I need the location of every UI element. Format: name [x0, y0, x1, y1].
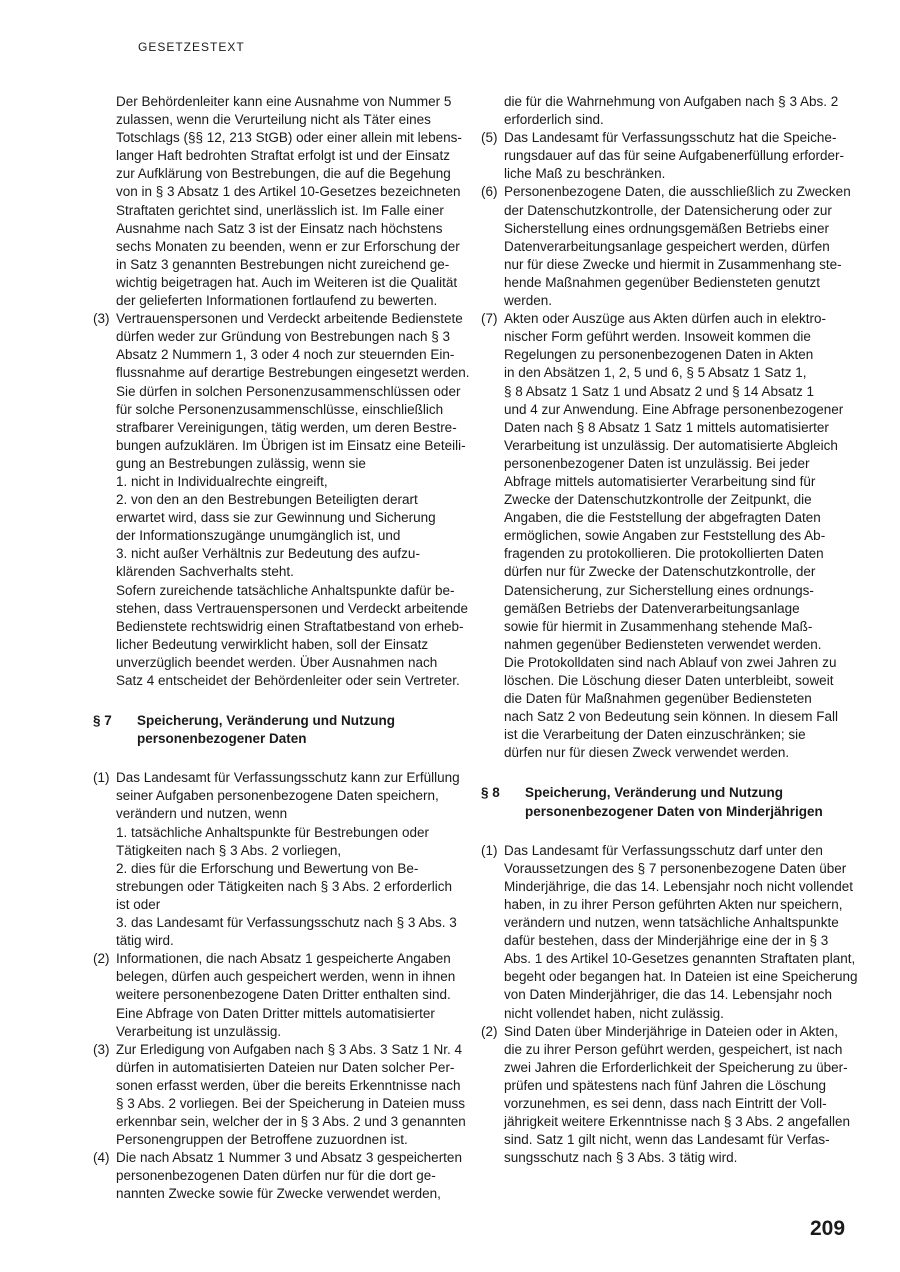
text-line: belegen, dürfen auch gespeichert werden, wenn in ihnen — [116, 969, 456, 985]
text-line: sechs Monaten zu beenden, wenn er zur Erforschung der — [116, 238, 460, 254]
text-line: licher Bedeutung verwirklicht haben, soll der Einsatz — [116, 636, 429, 652]
text-line: Datensicherung, zur Sicherstellung eines ordnungs- — [504, 582, 814, 598]
s7-paragraph-1 — [93, 769, 463, 950]
text-line: ermöglichen, sowie Angaben zur Feststellung des Ab- — [504, 528, 826, 544]
text-line: der Datenschutzkontrolle, der Datensicherung oder zur — [504, 202, 832, 218]
text-line: flussnahme auf derartige Bestrebungen eingesetzt werden. — [116, 365, 470, 381]
text-line: Bedienstete rechtswidrig einen Straftatbestand von erheb- — [116, 618, 464, 634]
text-line: begeht oder begangen hat. In Dateien ist eine Speicherung — [504, 969, 858, 985]
heading-line: § 8 Speicherung, Veränderung und Nutzung — [481, 784, 853, 802]
text-line: (2) Sind Daten über Minderjährige in Dateien oder in Akten, — [481, 1023, 853, 1041]
section-8-heading — [481, 784, 853, 820]
text-line: (4) Die nach Absatz 1 Nummer 3 und Absatz 3 gespeicherten — [93, 1149, 463, 1167]
text-line: dürfen nur für diesen Zweck verwendet werden. — [504, 745, 790, 761]
text-line: § 8 Absatz 1 Satz 1 und Absatz 2 und § 14 Absatz 1 — [504, 383, 814, 399]
text-line: die für die Wahrnehmung von Aufgaben nach § 3 Abs. 2 — [504, 94, 839, 109]
text-line: die Daten für Maßnahmen gegenüber Bediensteten — [504, 691, 812, 707]
text-line: (6) Personenbezogene Daten, die ausschließlich zu Zwecken — [481, 183, 853, 201]
text-line: jährigkeit weitere Erkenntnisse nach § 3 Abs. 2 angefallen — [504, 1114, 850, 1130]
text-line: (3) Vertrauenspersonen und Verdeckt arbeitende Bedienstete — [93, 310, 463, 328]
running-header: GESETZESTEXT — [138, 40, 245, 54]
text-line: dürfen weder zur Gründung von Bestrebungen nach § 3 — [116, 329, 450, 345]
heading-line: § 7 Speicherung, Veränderung und Nutzung — [93, 712, 463, 730]
text-line: haben, in zu ihrer Person geführten Akten nur speichern, — [504, 896, 843, 912]
text-line: gemäßen Betriebs der Datenverarbeitungsanlage — [504, 600, 800, 616]
text-line: personenbezogenen Daten dürfen nur für die dort ge- — [116, 1168, 436, 1184]
text-line: die zu ihrer Person geführt werden, gespeichert, ist nach — [504, 1041, 843, 1057]
text-line: 1. nicht in Individualrechte eingreift, — [116, 473, 328, 489]
text-line: ist oder — [116, 896, 161, 912]
text-line: für solche Personenzusammenschlüsse, einschließlich — [116, 401, 444, 417]
text-line: von Daten Minderjähriger, die das 14. Lebensjahr noch — [504, 987, 832, 1003]
text-line: Verarbeitung ist unzulässig. Der automatisierte Abgleich — [504, 437, 838, 453]
page-number: 209 — [810, 1217, 846, 1240]
right-column — [481, 93, 858, 1167]
text-line: Absatz 2 Nummern 1, 3 oder 4 noch zur steuernden Ein- — [116, 347, 455, 363]
text-line: verändern und nutzen, wenn — [116, 806, 288, 822]
text-line: 2. dies für die Erforschung und Bewertung von Be- — [116, 860, 419, 876]
text-line: Der Behördenleiter kann eine Ausnahme von Nummer 5 — [116, 94, 452, 109]
paragraph-continuation — [93, 93, 463, 310]
text-line: Zwecke der Datenschutzkontrolle der Zeitpunkt, die — [504, 492, 812, 508]
text-line: erkennbar sein, welcher der in § 3 Abs. 2 und 3 genannten — [116, 1114, 466, 1130]
text-line: hende Maßnahmen gegenüber Bediensteten genutzt — [504, 274, 820, 290]
heading-line: personenbezogener Daten von Minderjährigen — [525, 803, 823, 819]
text-line: Totschlags (§§ 12, 213 StGB) oder einer allein mit lebens- — [116, 130, 462, 146]
text-line: Voraussetzungen des § 7 personenbezogene Daten über — [504, 860, 847, 876]
s7-paragraph-3 — [93, 1041, 466, 1150]
text-line: Sofern zureichende tatsächliche Anhaltspunkte dafür be- — [116, 582, 455, 598]
text-line: Daten nach § 8 Absatz 1 Satz 1 mittels automatisierter — [504, 419, 829, 435]
text-line: sowie für hiermit in Zusammenhang stehende Maß- — [504, 618, 813, 634]
text-line: Die Protokolldaten sind nach Ablauf von zwei Jahren zu — [504, 654, 837, 670]
text-line: tätig wird. — [116, 933, 174, 949]
text-line: (7) Akten oder Auszüge aus Akten dürfen auch in elektro- — [481, 310, 853, 328]
text-line: (2) Informationen, die nach Absatz 1 gespeicherte Angaben — [93, 950, 463, 968]
text-line: erwartet wird, dass sie zur Gewinnung und Sicherung — [116, 510, 436, 526]
text-line: zur Aufklärung von Bestrebungen, die auf die Begehung — [116, 166, 451, 182]
text-line: 2. von den an den Bestrebungen Beteiligten derart — [116, 492, 418, 508]
paragraph-number: (3) — [93, 311, 110, 327]
text-line: zwei Jahren die Erforderlichkeit der Speicherung zu über- — [504, 1059, 848, 1075]
text-line: (5) Das Landesamt für Verfassungsschutz hat die Speiche- — [481, 129, 853, 147]
text-line: zulassen, wenn die Verurteilung nicht als Täter eines — [116, 112, 431, 128]
text-line: der gelieferten Informationen fortlaufend zu bewerten. — [116, 293, 438, 309]
text-line: 1. tatsächliche Anhaltspunkte für Bestrebungen oder — [116, 824, 429, 840]
s7-paragraph-2 — [93, 950, 463, 1040]
text-line: vorzunehmen, es sei denn, dass nach Eintritt der Voll- — [504, 1095, 827, 1111]
s7-paragraph-5 — [481, 129, 853, 183]
text-line: sungsschutz nach § 3 Abs. 3 tätig wird. — [504, 1150, 738, 1166]
paragraph-number: (4) — [93, 1150, 110, 1166]
text-line: 3. nicht außer Verhältnis zur Bedeutung des aufzu- — [116, 546, 420, 562]
text-line: bungen aufzuklären. Im Übrigen ist im Einsatz eine Beteili- — [116, 437, 466, 453]
text-line: Tätigkeiten nach § 3 Abs. 2 vorliegen, — [116, 842, 342, 858]
text-line: klärenden Sachverhalts steht. — [116, 564, 294, 580]
text-line: langer Haft bedrohten Straftat erfolgt ist und der Einsatz — [116, 148, 450, 164]
s7-paragraph-4 — [93, 1149, 463, 1203]
text-line: werden. — [504, 293, 553, 309]
section-number: § 7 — [93, 713, 112, 729]
text-line: sonen erfasst werden, über die bereits Erkenntnisse nach — [116, 1077, 461, 1093]
paragraph-number: (6) — [481, 184, 498, 200]
text-line: Satz 4 entscheidet der Behördenleiter oder sein Vertreter. — [116, 673, 460, 688]
text-line: personenbezogener Daten ist unzulässig. Bei jeder — [504, 455, 810, 471]
s8-paragraph-1 — [481, 842, 858, 1023]
text-line: dürfen nur für Zwecke der Datenschutzkontrolle, der — [504, 564, 816, 580]
text-line: unverzüglich beendet werden. Über Ausnahmen nach — [116, 654, 438, 670]
text-line: liche Maß zu beschränken. — [504, 166, 666, 182]
paragraph-3 — [93, 310, 470, 690]
text-line: Datenverarbeitungsanlage gespeichert werden, dürfen — [504, 238, 830, 254]
text-line: Ausnahme nach Satz 3 ist der Einsatz nach höchstens — [116, 220, 443, 236]
text-line: gung an Bestrebungen zulässig, wenn sie — [116, 455, 366, 471]
section-7-heading — [93, 712, 463, 748]
text-line: löschen. Die Löschung dieser Daten unterbleibt, soweit — [504, 673, 834, 688]
paragraph-number: (1) — [481, 842, 498, 858]
text-line: der Informationszugänge unumgänglich ist, und — [116, 528, 401, 544]
text-line: § 3 Abs. 2 vorliegen. Bei der Speicherung in Dateien muss — [116, 1095, 465, 1111]
text-line: (1) Das Landesamt für Verfassungsschutz darf unter den — [481, 842, 853, 860]
text-line: nicht vollendet haben, nicht zulässig. — [504, 1005, 724, 1021]
text-line: und 4 zur Anwendung. Eine Abfrage personenbezogener — [504, 401, 844, 417]
text-line: nur für diese Zwecke und hiermit in Zusammenhang ste- — [504, 256, 842, 272]
text-line: ist die Verarbeitung der Daten einzuschränken; sie — [504, 727, 806, 743]
text-line: strebungen oder Tätigkeiten nach § 3 Abs. 2 erforderlich — [116, 878, 452, 894]
text-line: nannten Zwecke sowie für Zwecke verwendet werden, — [116, 1186, 441, 1202]
text-line: Minderjährige, die das 14. Lebensjahr noch nicht vollendet — [504, 878, 853, 894]
text-line: nach Satz 2 von Bedeutung sein können. In diesem Fall — [504, 709, 838, 725]
left-column — [93, 93, 470, 1204]
text-line: fragenden zu protokollieren. Die protokollierten Daten — [504, 546, 824, 562]
text-line: in den Absätzen 1, 2, 5 und 6, § 5 Absatz 1 Satz 1, — [504, 365, 807, 381]
text-line: Sie dürfen in solchen Personenzusammenschlüssen oder — [116, 383, 461, 399]
text-line: weitere personenbezogene Daten Dritter enthalten sind. — [116, 987, 451, 1003]
text-line: wichtig beigetragen hat. Auch im Weiteren ist die Qualität — [116, 274, 458, 290]
text-line: (1) Das Landesamt für Verfassungsschutz kann zur Erfüllung — [93, 769, 463, 787]
text-line: Abfrage mittels automatisierter Verarbeitung sind für — [504, 473, 816, 489]
s8-paragraph-2 — [481, 1023, 853, 1168]
paragraph-number: (3) — [93, 1041, 110, 1057]
paragraph-number: (1) — [93, 770, 110, 786]
text-line: 3. das Landesamt für Verfassungsschutz nach § 3 Abs. 3 — [116, 915, 457, 931]
text-line: stehen, dass Vertrauenspersonen und Verdeckt arbeitende — [116, 600, 468, 616]
heading-line: personenbezogener Daten — [137, 731, 307, 747]
text-line: prüfen und spätestens nach fünf Jahren die Löschung — [504, 1077, 826, 1093]
text-line: seiner Aufgaben personenbezogene Daten speichern, — [116, 788, 439, 804]
text-line: nahmen gegenüber Bediensteten verwendet werden. — [504, 636, 822, 652]
text-line: verändern und nutzen, wenn tatsächliche Anhaltspunkte — [504, 915, 839, 931]
text-line: in Satz 3 genannten Bestrebungen nicht zureichend ge- — [116, 256, 450, 272]
text-line: Personengruppen der Betroffene zuzuordnen ist. — [116, 1132, 408, 1148]
text-line: Straftaten gerichtet sind, unerlässlich ist. Im Falle einer — [116, 202, 444, 218]
s7-paragraph-6 — [481, 183, 853, 310]
text-line: Angaben, die die Feststellung der abgefragten Daten — [504, 510, 821, 526]
text-line: Abs. 1 des Artikel 10-Gesetzes genannten Straftaten plant, — [504, 951, 856, 967]
section-number: § 8 — [481, 785, 500, 801]
text-line: rungsdauer auf das für seine Aufgabenerfüllung erforder- — [504, 148, 844, 164]
text-line: Eine Abfrage von Daten Dritter mittels automatisierter — [116, 1005, 435, 1021]
text-line: strafbarer Vereinigungen, tätig werden, um deren Bestre- — [116, 419, 457, 435]
text-line: nischer Form geführt werden. Insoweit kommen die — [504, 329, 811, 345]
text-line: Verarbeitung ist unzulässig. — [116, 1023, 282, 1039]
s7-paragraph-4-continuation — [481, 93, 853, 129]
paragraph-number: (5) — [481, 130, 498, 146]
text-line: erforderlich sind. — [504, 112, 604, 128]
text-line: dafür bestehen, dass der Minderjährige eine der in § 3 — [504, 933, 829, 949]
paragraph-number: (2) — [481, 1023, 498, 1039]
text-line: Regelungen zu personenbezogenen Daten in Akten — [504, 347, 814, 363]
text-line: Sicherstellung eines ordnungsgemäßen Betriebs einer — [504, 220, 829, 236]
s7-paragraph-7 — [481, 310, 853, 762]
text-line: (3) Zur Erledigung von Aufgaben nach § 3 Abs. 3 Satz 1 Nr. 4 — [93, 1041, 463, 1059]
text-line: von in § 3 Absatz 1 des Artikel 10-Gesetzes bezeichneten — [116, 184, 461, 200]
paragraph-number: (2) — [93, 951, 110, 967]
paragraph-number: (7) — [481, 311, 498, 327]
text-line: dürfen in automatisierten Dateien nur Daten solcher Per- — [116, 1059, 455, 1075]
text-line: sind. Satz 1 gilt nicht, wenn das Landesamt für Verfas- — [504, 1132, 830, 1148]
